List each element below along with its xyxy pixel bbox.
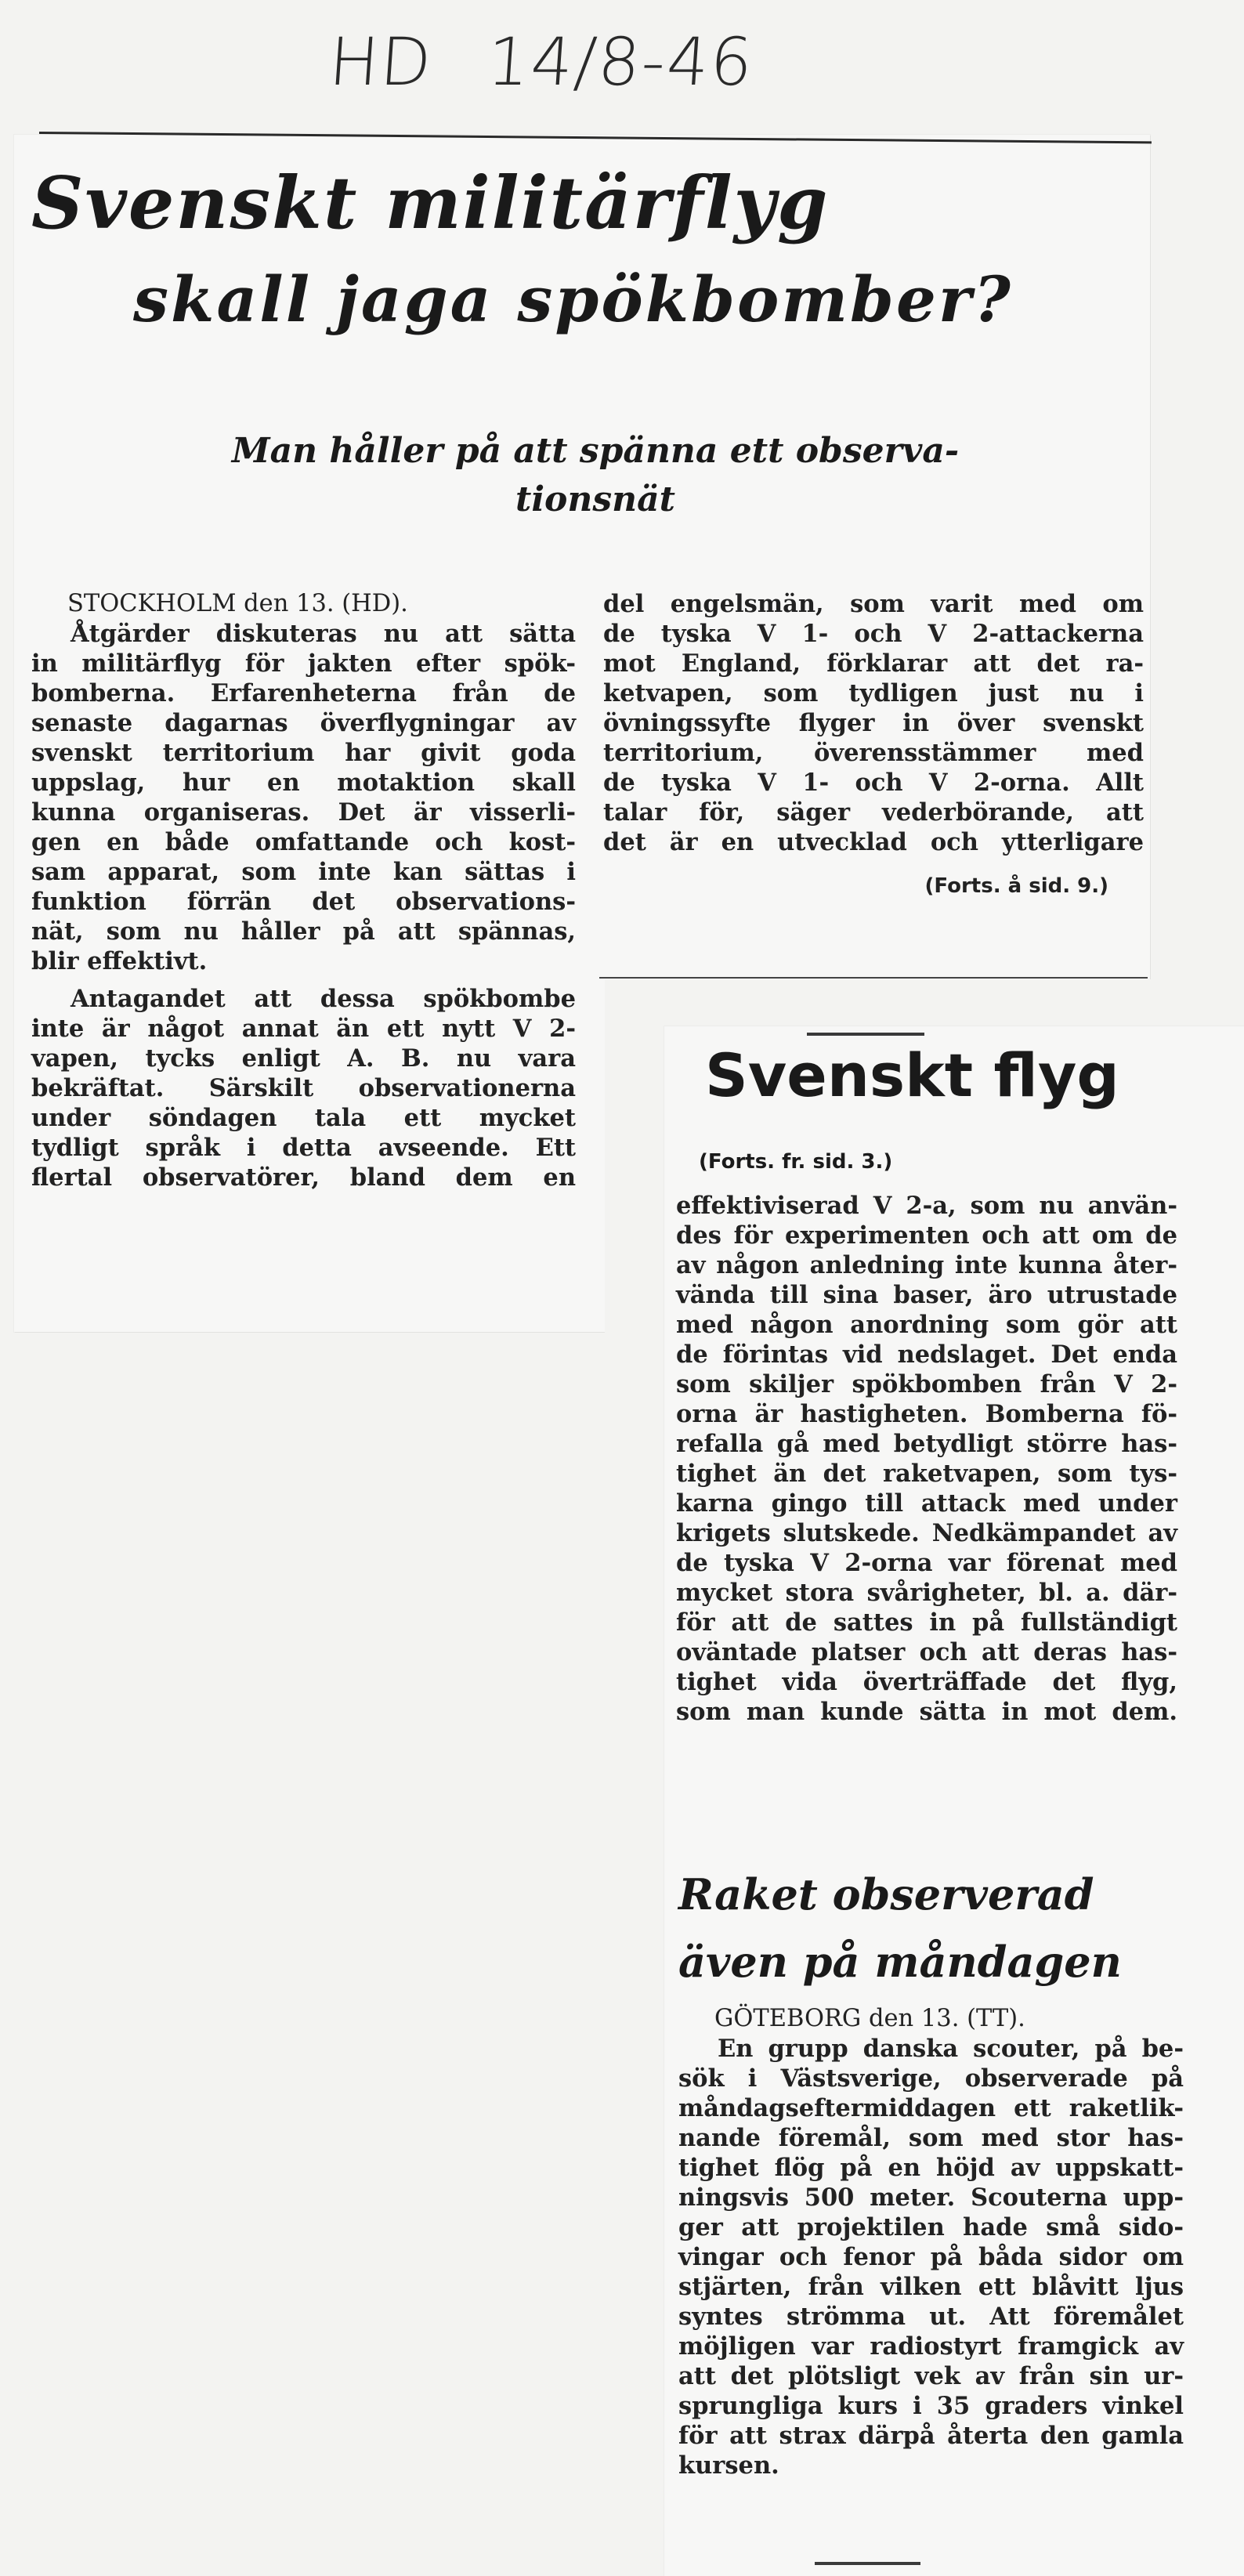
short-rule-bottom — [815, 2562, 920, 2565]
annotation-date: 14/8-46 — [484, 24, 757, 100]
text-line: de tyska V 2-orna var förenat med — [676, 1549, 1177, 1577]
text-line: kunna organiseras. Det är visserli- — [31, 798, 576, 827]
main-left-column — [31, 589, 576, 1192]
sub-headline-line1: Raket observerad — [678, 1869, 1094, 1919]
text-line: stjärten, från vilken ett blåvitt ljus — [678, 2273, 1184, 2301]
handwritten-annotation — [326, 24, 802, 110]
continuation-headline: Svenskt flyg — [705, 1040, 1119, 1110]
subheadline-line1: Man håller på att spänna ett observa- — [231, 431, 960, 471]
text-line: ningsvis 500 meter. Scouterna upp- — [678, 2183, 1184, 2212]
continuation-column — [676, 1191, 1177, 1727]
continued-note: (Forts. å sid. 9.) — [924, 874, 1108, 898]
text-line: tighet flög på en höjd av uppskatt- — [678, 2154, 1184, 2182]
text-line: Antagandet att dessa spökbombe — [71, 985, 576, 1013]
main-subheadline — [47, 427, 1144, 524]
text-line: syntes strömma ut. Att föremålet — [678, 2303, 1184, 2331]
text-line: funktion förrän det observations- — [31, 888, 576, 916]
left-paragraph-1 — [31, 619, 576, 976]
main-dateline: STOCKHOLM den 13. (HD). — [67, 590, 408, 617]
text-line: mot England, förklarar att det ra- — [603, 649, 1144, 678]
text-line: de förintas vid nedslaget. Det enda — [676, 1340, 1177, 1369]
text-line: de tyska V 1- och V 2-attackerna — [603, 620, 1144, 648]
sub-dateline: GÖTEBORG den 13. (TT). — [714, 2005, 1025, 2032]
text-line: flertal observatörer, bland dem en — [31, 1163, 576, 1192]
sub-paragraph — [678, 2034, 1184, 2480]
text-line: mycket stora svårigheter, bl. a. där- — [676, 1579, 1177, 1607]
text-line: nande föremål, som med stor has- — [678, 2124, 1184, 2152]
text-line: måndagseftermiddagen ett raketlik- — [678, 2094, 1184, 2122]
text-line: kursen. — [678, 2451, 779, 2480]
text-line: möjligen var radiostyrt framgick av — [678, 2332, 1184, 2361]
text-line: ger att projektilen hade små sido- — [678, 2213, 1184, 2241]
text-line: karna gingo till attack med under — [676, 1489, 1177, 1518]
text-line: in militärflyg för jakten efter spök- — [31, 649, 576, 678]
text-line: effektiviserad V 2-a, som nu använ- — [676, 1192, 1177, 1220]
sub-headline-line2: även på måndagen — [678, 1937, 1122, 1987]
text-line: ketvapen, som tydligen just nu i — [603, 679, 1144, 707]
text-line: refalla gå med betydligt större has- — [676, 1430, 1177, 1458]
text-line: tighet vida överträffade det flyg, — [676, 1668, 1177, 1696]
subheadline-line2: tionsnät — [515, 479, 675, 519]
mid-rule — [599, 977, 1148, 979]
text-line: vingar och fenor på båda sidor om — [678, 2243, 1184, 2271]
text-line: del engelsmän, som varit med om — [603, 590, 1144, 618]
text-line: senaste dagarnas överflygningar av — [31, 709, 576, 737]
text-line: för att de sattes in på fullständigt — [676, 1608, 1177, 1637]
text-line: des för experimenten och att om de — [676, 1221, 1177, 1250]
text-line: de tyska V 1- och V 2-orna. Allt — [603, 769, 1144, 797]
text-line: sam apparat, som inte kan sättas i — [31, 858, 576, 886]
text-line: tighet än det raketvapen, som tys- — [676, 1460, 1177, 1488]
text-line: att det plötsligt vek av från sin ur- — [678, 2362, 1184, 2390]
text-line: territorium, överensstämmer med — [603, 739, 1144, 767]
short-rule-top — [807, 1033, 924, 1036]
text-line: sprungliga kurs i 35 graders vinkel — [678, 2392, 1184, 2420]
text-line: bomberna. Erfarenheterna från de — [31, 679, 576, 707]
text-line: krigets slutskede. Nedkämpandet av — [676, 1519, 1177, 1547]
text-line: för att strax därpå återta den gamla — [678, 2422, 1184, 2450]
continuation-paragraph — [676, 1191, 1177, 1727]
text-line: övningssyfte flyger in över svenskt — [603, 709, 1144, 737]
main-headline-line2: skall jaga spökbomber? — [133, 262, 1013, 336]
text-line: det är en utvecklad och ytterligare — [603, 828, 1144, 856]
text-line: oväntade platser och att deras has- — [676, 1638, 1177, 1666]
main-right-column — [603, 589, 1144, 901]
sub-article-column — [678, 2004, 1184, 2480]
text-line: inte är något annat än ett nytt V 2- — [31, 1015, 576, 1043]
text-line: sök i Västsverige, observerade på — [678, 2064, 1184, 2093]
text-line: orna är hastigheten. Bomberna fö- — [676, 1400, 1177, 1428]
text-line: En grupp danska scouter, på be- — [718, 2035, 1184, 2063]
text-line: svenskt territorium har givit goda — [31, 739, 576, 767]
left-paragraph-2 — [31, 984, 576, 1192]
text-line: under söndagen tala ett mycket — [31, 1104, 576, 1132]
main-headline-line1: Svenskt militärflyg — [31, 161, 830, 245]
text-line: bekräftat. Särskilt observationerna — [31, 1074, 576, 1102]
text-line: av någon anledning inte kunna åter- — [676, 1251, 1177, 1279]
text-line: nät, som nu håller på att spännas, — [31, 917, 576, 946]
text-line: med någon anordning som gör att — [676, 1311, 1177, 1339]
annotation-source: HD — [326, 24, 436, 100]
text-line: gen en både omfattande och kost- — [31, 828, 576, 856]
text-line: som skiljer spökbomben från V 2- — [676, 1370, 1177, 1398]
text-line: blir effektivt. — [31, 947, 208, 975]
text-line: uppslag, hur en motaktion skall — [31, 769, 576, 797]
text-line: Åtgärder diskuteras nu att sätta — [71, 620, 576, 648]
right-paragraph — [603, 589, 1144, 857]
text-line: tydligt språk i detta avseende. Ett — [31, 1134, 576, 1162]
text-line: vända till sina baser, äro utrustade — [676, 1281, 1177, 1309]
text-line: talar för, säger vederbörande, att — [603, 798, 1144, 827]
text-line: vapen, tycks enligt A. B. nu vara — [31, 1044, 576, 1073]
text-line: som man kunde sätta in mot dem. — [676, 1698, 1177, 1726]
continued-from-note: (Forts. fr. sid. 3.) — [699, 1150, 893, 1174]
sub-article-headline — [678, 1861, 1211, 1995]
